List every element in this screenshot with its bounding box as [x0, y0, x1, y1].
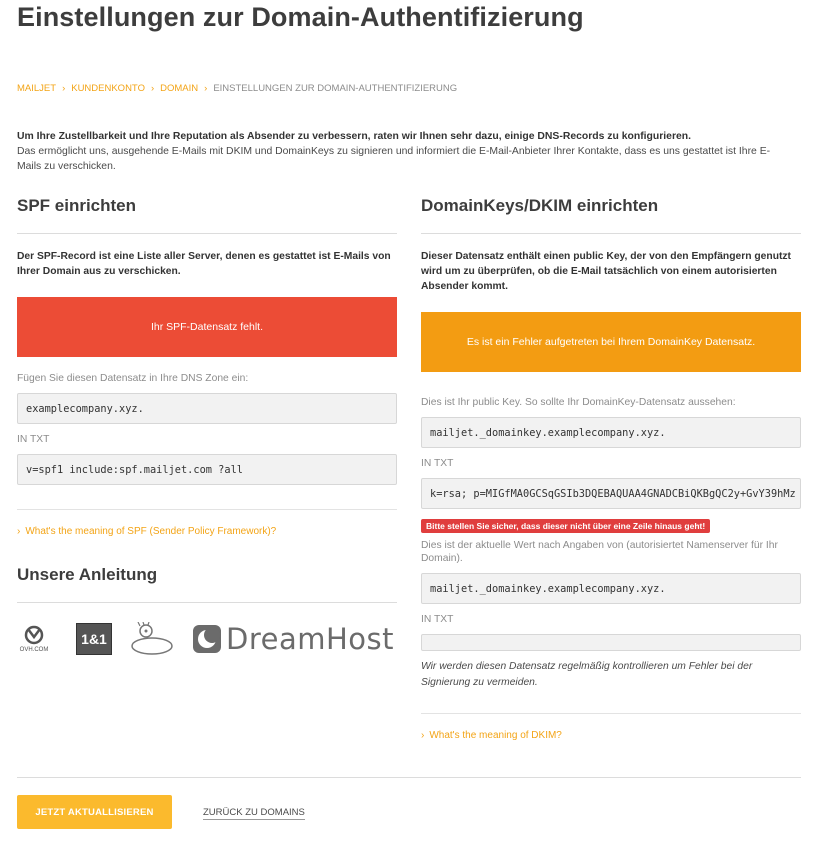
spf-faq-label: What's the meaning of SPF (Sender Policy Framework)? [25, 526, 277, 537]
single-line-warning-badge: Bitte stellen Sie sicher, dass dieser nicht über eine Zeile hinaus geht! [421, 519, 710, 533]
dreamhost-moon-icon [192, 624, 222, 654]
dreamhost-logo-text: DreamHost [226, 622, 395, 656]
guide-heading: Unsere Anleitung [17, 565, 397, 603]
intro-text [17, 129, 793, 174]
spf-add-label: Fügen Sie diesen Datensatz in Ihre DNS Zone ein: [17, 373, 249, 384]
godaddy-icon [130, 622, 174, 656]
spf-faq-link[interactable] [17, 526, 397, 537]
divider [17, 509, 397, 510]
breadcrumb-separator-icon: › [150, 83, 155, 94]
dkim-heading: DomainKeys/DKIM einrichten [421, 196, 801, 234]
spf-heading: SPF einrichten [17, 196, 397, 234]
update-now-button[interactable]: JETZT AKTUALLISIEREN [17, 795, 172, 829]
ovh-logo[interactable] [17, 621, 51, 657]
breadcrumb-item-kundenkonto[interactable]: KUNDENKONTO [71, 83, 145, 94]
intro-body: Das ermöglicht uns, ausgehende E-Mails mit DKIM und DomainKeys zu signieren und informiert die E-Mail-Anbieter Ihrer Kontakte, dass es uns gestattet ist Ihre E-Mails zu verschicken. [17, 146, 771, 172]
back-to-domains-link[interactable]: ZURÜCK ZU DOMAINS [203, 807, 305, 818]
dkim-warning-row [421, 516, 801, 534]
breadcrumb-current: EINSTELLUNGEN ZUR DOMAIN-AUTHENTIFIZIERUNG [213, 83, 458, 94]
dkim-error-alert [421, 312, 801, 372]
dkim-expected-txt-field[interactable]: k=rsa; p=MIGfMA0GCSqGSIb3DQEBAQUAA4GNADCBiQKBgQC2y+GvY39hMz [421, 478, 801, 509]
breadcrumb-separator-icon: › [62, 83, 66, 94]
dkim-type-label: IN TXT [421, 458, 454, 469]
breadcrumb-item-domain[interactable]: DOMAIN [160, 83, 199, 94]
breadcrumb-separator-icon: › [204, 83, 208, 94]
dkim-expected-label: Dies ist Ihr public Key. So sollte Ihr DomainKey-Datensatz aussehen: [421, 397, 736, 408]
dkim-faq-label: What's the meaning of DKIM? [429, 730, 562, 741]
dreamhost-logo[interactable] [192, 622, 394, 656]
dkim-expected-host-field[interactable]: mailjet._domainkey.examplecompany.xyz. [421, 417, 801, 448]
dkim-current-txt-field[interactable] [421, 634, 801, 651]
intro-lead: Um Ihre Zustellbarkeit und Ihre Reputation als Absender zu verbessern, raten wir Ihnen sehr dazu, einige DNS-Records zu konfigurieren. [17, 131, 691, 142]
provider-logos [17, 615, 397, 663]
dkim-description: Dieser Datensatz enthält einen public Key, der von den Empfängern genutzt wird um zu überprüfen, ob die E-Mail tatsächlich von einem autorisierten Absender kommt. [421, 251, 791, 292]
spf-missing-alert [17, 297, 397, 357]
divider [421, 713, 801, 714]
dkim-current-label: Dies ist der aktuelle Wert nach Angaben von (autorisiertet Namenserver für Ihr Domain). [421, 540, 778, 564]
breadcrumb [17, 83, 457, 94]
breadcrumb-item-mailjet[interactable]: MAILJET [17, 83, 57, 94]
dkim-monitor-note: Wir werden diesen Datensatz regelmäßig kontrollieren um Fehler bei der Signierung zu vermeiden. [421, 661, 753, 688]
1and1-logo-text: 1&1 [81, 631, 107, 647]
spf-description: Der SPF-Record ist eine Liste aller Server, denen es gestattet ist E-Mails von Ihrer Domain aus zu verschicken. [17, 251, 391, 277]
ovh-logo-text: OVH.COM [19, 647, 49, 653]
spf-type-label: IN TXT [17, 434, 50, 445]
dkim-faq-link[interactable] [421, 730, 801, 741]
page-title: Einstellungen zur Domain-Authentifizierung [17, 2, 584, 32]
1and1-logo[interactable] [76, 623, 112, 655]
chevron-right-icon: › [17, 526, 21, 537]
spf-txt-field[interactable]: v=spf1 include:spf.mailjet.com ?all [17, 454, 397, 485]
godaddy-logo[interactable] [130, 622, 174, 656]
ovh-icon [22, 625, 46, 645]
dkim-alert-text: Es ist ein Fehler aufgetreten bei Ihrem DomainKey Datensatz. [466, 336, 756, 348]
dkim-current-type-label: IN TXT [421, 614, 454, 625]
footer-divider [17, 777, 801, 778]
spf-host-field[interactable]: examplecompany.xyz. [17, 393, 397, 424]
dkim-current-host-field[interactable]: mailjet._domainkey.examplecompany.xyz. [421, 573, 801, 604]
dkim-section [421, 196, 801, 741]
spf-section [17, 196, 397, 663]
chevron-right-icon: › [421, 730, 425, 741]
spf-alert-text: Ihr SPF-Datensatz fehlt. [150, 321, 264, 333]
